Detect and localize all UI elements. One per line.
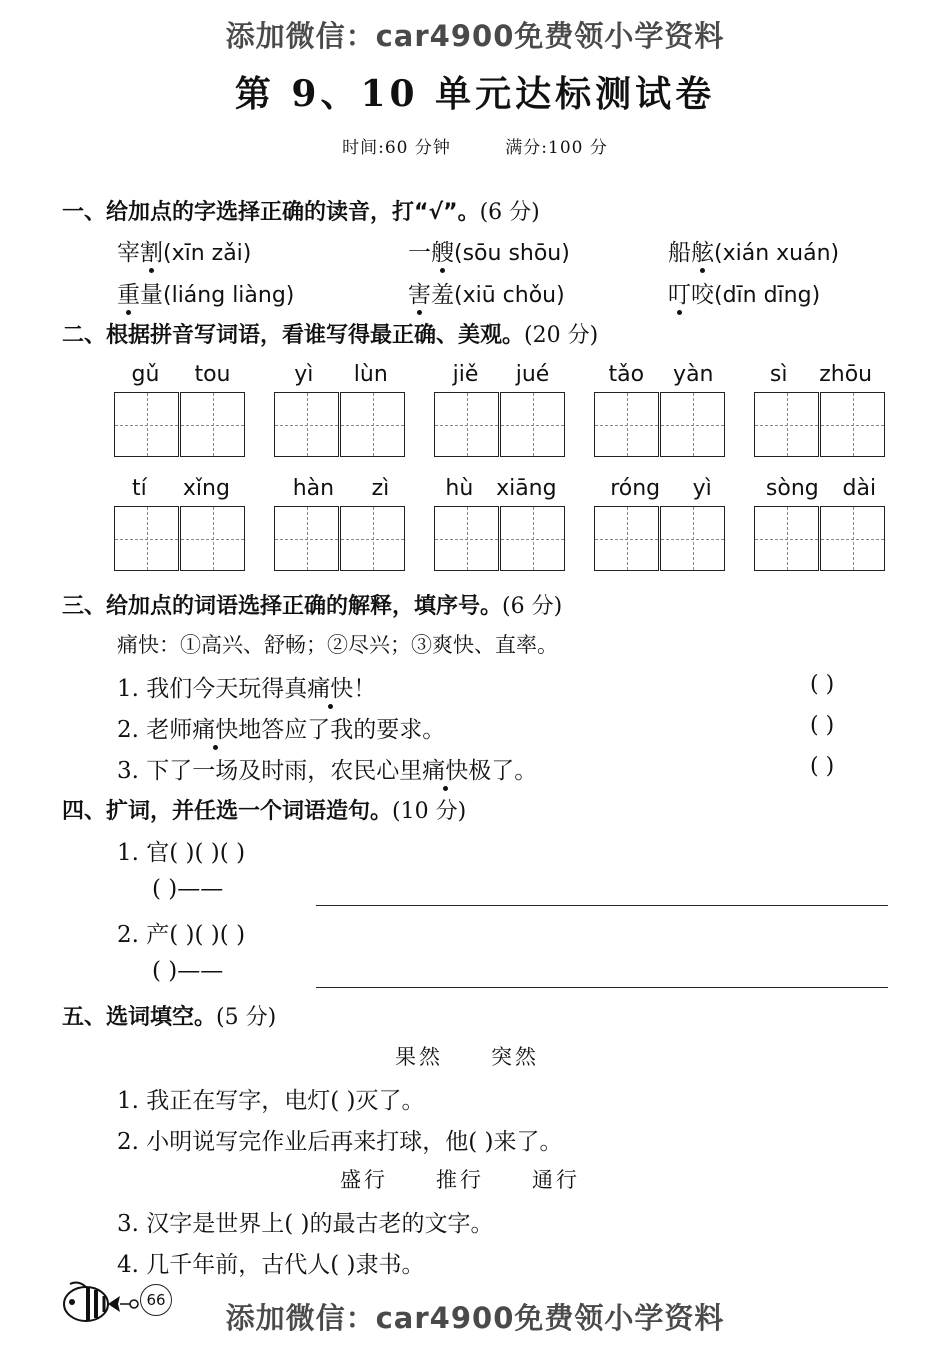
tian-box[interactable] xyxy=(434,506,499,571)
writing-grid-4: tǎo yàn xyxy=(594,362,728,458)
sec4-item-2: 2. 产( )( )( ) xyxy=(117,922,246,948)
word-choices-2: 盛行 推行 通行 xyxy=(340,1168,580,1192)
sentence-choice[interactable]: ( )—— xyxy=(152,876,224,902)
sec4-item-1: 1. 官( )( )( ) xyxy=(117,840,246,866)
tian-box[interactable] xyxy=(594,506,659,571)
tian-box[interactable] xyxy=(340,392,405,457)
tian-box[interactable] xyxy=(660,506,725,571)
word-choices-1: 果然 突然 xyxy=(395,1045,539,1069)
sec5-item-1: 1. 我正在写字，电灯( )灭了。 xyxy=(117,1088,425,1114)
section-4-heading: 四、扩词，并任选一个词语造句。(10 分) xyxy=(62,799,467,824)
tian-box[interactable] xyxy=(500,392,565,457)
sec3-item-2: 2. 老师痛快地答应了我的要求。 xyxy=(117,711,445,744)
section-5-heading: 五、选词填空。(5 分) xyxy=(62,1005,277,1030)
watermark-banner-bottom: 添加微信：car4900免费领小学资料 xyxy=(225,1301,725,1335)
tian-box[interactable] xyxy=(820,506,885,571)
sec1-item-1: 宰割(xīn zǎi) xyxy=(117,234,251,267)
sentence-line[interactable] xyxy=(316,987,888,988)
tian-box[interactable] xyxy=(754,392,819,457)
sentence-line[interactable] xyxy=(316,905,888,906)
sec5-item-4: 4. 几千年前，古代人( )隶书。 xyxy=(117,1252,425,1278)
page-title: 第 9、10 单元达标测试卷 xyxy=(234,73,716,115)
tian-box[interactable] xyxy=(594,392,659,457)
sentence-choice[interactable]: ( )—— xyxy=(152,958,224,984)
writing-grid-10: sòng dài xyxy=(754,476,888,572)
sec1-item-4: 重量(liáng liàng) xyxy=(117,276,294,309)
sec1-item-3: 船舷(xián xuán) xyxy=(668,234,839,267)
tian-box[interactable] xyxy=(274,506,339,571)
tian-box[interactable] xyxy=(500,506,565,571)
sec1-item-6: 叮咬(dīn dīng) xyxy=(668,276,820,309)
sec3-item-1: 1. 我们今天玩得真痛快！ xyxy=(117,670,376,703)
section-2-heading: 二、根据拼音写词语，看谁写得最正确、美观。(20 分) xyxy=(62,323,599,348)
writing-grid-1: gǔ tou xyxy=(114,362,248,458)
writing-grid-7: hàn zì xyxy=(274,476,408,572)
answer-blank[interactable]: ( ) xyxy=(810,672,835,697)
writing-grid-5: sì zhōu xyxy=(754,362,888,458)
expand-blanks[interactable]: ( )( )( ) xyxy=(169,840,246,866)
expand-blanks[interactable]: ( )( )( ) xyxy=(169,922,246,948)
exam-meta xyxy=(0,133,950,158)
writing-grid-6: tí xǐng xyxy=(114,476,248,572)
sec5-item-3: 3. 汉字是世界上( )的最古老的文字。 xyxy=(117,1211,494,1237)
section-3-heading: 三、给加点的词语选择正确的解释，填序号。(6 分) xyxy=(62,594,563,619)
time-limit: 时间:60 分钟 xyxy=(342,138,451,158)
tian-box[interactable] xyxy=(340,506,405,571)
sec3-item-3: 3. 下了一场及时雨，农民心里痛快极了。 xyxy=(117,752,537,785)
answer-blank[interactable]: ( ) xyxy=(810,754,835,779)
writing-grid-3: jiě jué xyxy=(434,362,568,458)
tian-box[interactable] xyxy=(180,392,245,457)
writing-grid-8: hù xiāng xyxy=(434,476,568,572)
tian-box[interactable] xyxy=(114,392,179,457)
watermark-banner-top: 添加微信：car4900免费领小学资料 xyxy=(225,19,725,53)
tian-box[interactable] xyxy=(274,392,339,457)
page-number: 66 xyxy=(140,1284,172,1316)
section-1-heading: 一、给加点的字选择正确的读音，打“√”。(6 分) xyxy=(62,200,540,225)
tian-box[interactable] xyxy=(434,392,499,457)
definition-line: 痛快：①高兴、舒畅；②尽兴；③爽快、直率。 xyxy=(117,633,558,657)
writing-grid-9: róng yì xyxy=(594,476,728,572)
tian-box[interactable] xyxy=(114,506,179,571)
tian-box[interactable] xyxy=(754,506,819,571)
sec1-item-2: 一艘(sōu shōu) xyxy=(408,234,570,267)
tian-box[interactable] xyxy=(180,506,245,571)
tian-box[interactable] xyxy=(660,392,725,457)
sec5-item-2: 2. 小明说写完作业后再来打球，他( )来了。 xyxy=(117,1129,563,1155)
sec1-item-5: 害羞(xiū chǒu) xyxy=(408,276,565,309)
tian-box[interactable] xyxy=(820,392,885,457)
full-score: 满分:100 分 xyxy=(505,138,608,158)
writing-grid-2: yì lùn xyxy=(274,362,408,458)
answer-blank[interactable]: ( ) xyxy=(810,713,835,738)
